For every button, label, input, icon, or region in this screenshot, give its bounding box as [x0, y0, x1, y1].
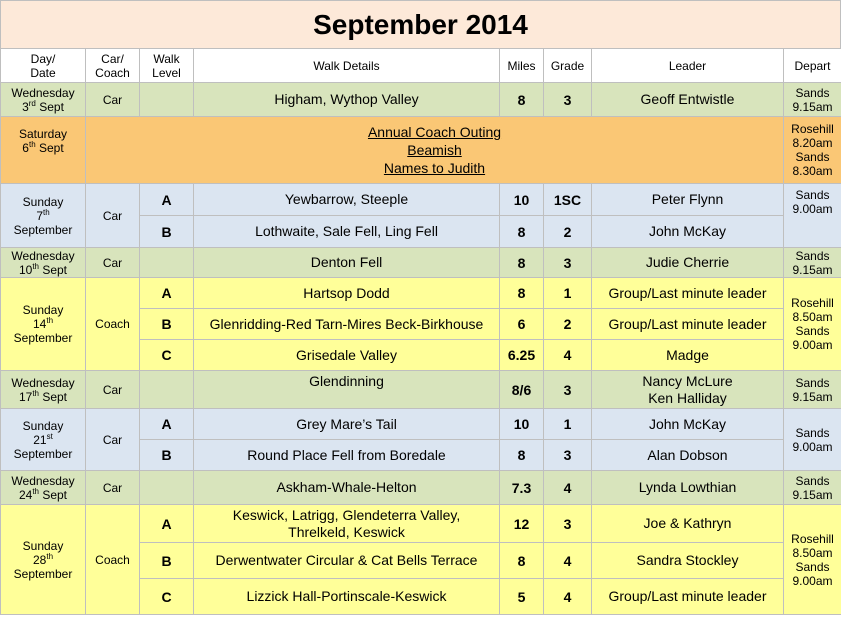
transport-cell: Car [86, 371, 140, 409]
details-cell: Lothwaite, Sale Fell, Ling Fell [194, 216, 500, 248]
day-cell: Wednesday 24th Sept [1, 471, 86, 505]
miles-cell: 8 [500, 278, 544, 309]
level-cell [140, 248, 194, 278]
details-cell: Grisedale Valley [194, 340, 500, 371]
leader-cell: Judie Cherrie [592, 248, 784, 278]
level-cell [140, 471, 194, 505]
details-cell: Glendinning [194, 371, 500, 409]
day-cell: Wednesday 3rd Sept [1, 83, 86, 117]
grade-cell: 1 [544, 278, 592, 309]
table-row [1, 184, 841, 216]
miles-cell: 10 [500, 409, 544, 440]
depart-cell: Rosehill 8.20am Sands 8.30am [784, 117, 841, 184]
level-cell: C [140, 340, 194, 371]
event-destination: Beamish [407, 142, 462, 158]
miles-cell: 8 [500, 83, 544, 117]
transport-cell: Car [86, 471, 140, 505]
grade-cell: 3 [544, 83, 592, 117]
leader-cell: Geoff Entwistle [592, 83, 784, 117]
level-cell: B [140, 216, 194, 248]
miles-cell: 12 [500, 505, 544, 543]
grade-cell: 3 [544, 248, 592, 278]
miles-cell: 8 [500, 543, 544, 579]
grade-cell: 3 [544, 371, 592, 409]
miles-cell: 8 [500, 440, 544, 471]
grade-cell: 1SC [544, 184, 592, 216]
table-row [1, 409, 841, 440]
grade-cell: 3 [544, 440, 592, 471]
leader-cell: Peter Flynn [592, 184, 784, 216]
level-cell: B [140, 309, 194, 340]
level-cell [140, 83, 194, 117]
page-title: September 2014 [0, 0, 841, 49]
grade-cell: 2 [544, 216, 592, 248]
leader-cell: Madge [592, 340, 784, 371]
leader-cell: Group/Last minute leader [592, 309, 784, 340]
miles-cell: 7.3 [500, 471, 544, 505]
grade-cell: 1 [544, 409, 592, 440]
details-cell: Glenridding-Red Tarn-Mires Beck-Birkhouse [194, 309, 500, 340]
depart-cell: Sands 9.15am [784, 371, 841, 409]
day-cell: Sunday 21st September [1, 409, 86, 471]
day-cell: Sunday 28th September [1, 505, 86, 615]
leader-cell: Nancy McLure Ken Halliday [592, 371, 784, 409]
details-cell: Denton Fell [194, 248, 500, 278]
level-cell [140, 371, 194, 409]
depart-cell: Rosehill 8.50am Sands 9.00am [784, 278, 841, 371]
transport-cell: Car [86, 184, 140, 248]
level-cell: A [140, 278, 194, 309]
details-cell: Keswick, Latrigg, Glendeterra Valley, Threlkeld, Keswick [194, 505, 500, 543]
header-details: Walk Details [194, 49, 500, 83]
header-day: Day/ Date [1, 49, 86, 83]
day-cell: Wednesday 10th Sept [1, 248, 86, 278]
details-cell: Askham-Whale-Helton [194, 471, 500, 505]
grade-cell: 4 [544, 579, 592, 615]
transport-cell: Coach [86, 505, 140, 615]
miles-cell: 6 [500, 309, 544, 340]
level-cell: A [140, 505, 194, 543]
leader-cell: Group/Last minute leader [592, 579, 784, 615]
level-cell: C [140, 579, 194, 615]
leader-cell: Group/Last minute leader [592, 278, 784, 309]
leader-cell: Alan Dobson [592, 440, 784, 471]
leader-cell: John McKay [592, 409, 784, 440]
event-title: Annual Coach Outing [367, 124, 502, 140]
transport-cell: Car [86, 409, 140, 471]
miles-cell: 6.25 [500, 340, 544, 371]
grade-cell: 4 [544, 543, 592, 579]
miles-cell: 5 [500, 579, 544, 615]
grade-cell: 4 [544, 340, 592, 371]
details-cell: Grey Mare’s Tail [194, 409, 500, 440]
depart-cell: Sands 9.15am [784, 248, 841, 278]
depart-cell: Sands 9.00am [784, 409, 841, 471]
level-cell: B [140, 543, 194, 579]
level-cell: A [140, 409, 194, 440]
event-cell [86, 117, 784, 184]
depart-cell: Sands 9.15am [784, 471, 841, 505]
day-cell: Sunday 7th September [1, 184, 86, 248]
header-row [1, 49, 841, 83]
event-note: Names to Judith [383, 160, 486, 176]
depart-cell: Rosehill 8.50am Sands 9.00am [784, 505, 841, 615]
miles-cell: 10 [500, 184, 544, 216]
level-cell: B [140, 440, 194, 471]
depart-cell: Sands 9.00am [784, 184, 841, 248]
header-transport: Car/ Coach [86, 49, 140, 83]
details-cell: Higham, Wythop Valley [194, 83, 500, 117]
header-leader: Leader [592, 49, 784, 83]
walks-table [0, 48, 841, 615]
transport-cell: Car [86, 248, 140, 278]
table-row [1, 505, 841, 543]
details-cell: Round Place Fell from Boredale [194, 440, 500, 471]
header-miles: Miles [500, 49, 544, 83]
table-row [1, 278, 841, 309]
grade-cell: 4 [544, 471, 592, 505]
day-cell: Sunday 14th September [1, 278, 86, 371]
details-cell: Hartsop Dodd [194, 278, 500, 309]
grade-cell: 2 [544, 309, 592, 340]
table-row [1, 117, 841, 184]
table-row [1, 248, 841, 278]
details-cell: Yewbarrow, Steeple [194, 184, 500, 216]
header-depart: Depart [784, 49, 841, 83]
leader-cell: John McKay [592, 216, 784, 248]
leader-cell: Sandra Stockley [592, 543, 784, 579]
miles-cell: 8/6 [500, 371, 544, 409]
level-cell: A [140, 184, 194, 216]
leader-cell: Joe & Kathryn [592, 505, 784, 543]
day-cell: Saturday 6th Sept [1, 117, 86, 184]
table-row [1, 471, 841, 505]
table-row [1, 371, 841, 409]
leader-cell: Lynda Lowthian [592, 471, 784, 505]
miles-cell: 8 [500, 248, 544, 278]
header-level: Walk Level [140, 49, 194, 83]
day-cell: Wednesday 17th Sept [1, 371, 86, 409]
miles-cell: 8 [500, 216, 544, 248]
grade-cell: 3 [544, 505, 592, 543]
header-grade: Grade [544, 49, 592, 83]
depart-cell: Sands 9.15am [784, 83, 841, 117]
table-row [1, 83, 841, 117]
transport-cell: Car [86, 83, 140, 117]
details-cell: Derwentwater Circular & Cat Bells Terrace [194, 543, 500, 579]
details-cell: Lizzick Hall-Portinscale-Keswick [194, 579, 500, 615]
transport-cell: Coach [86, 278, 140, 371]
